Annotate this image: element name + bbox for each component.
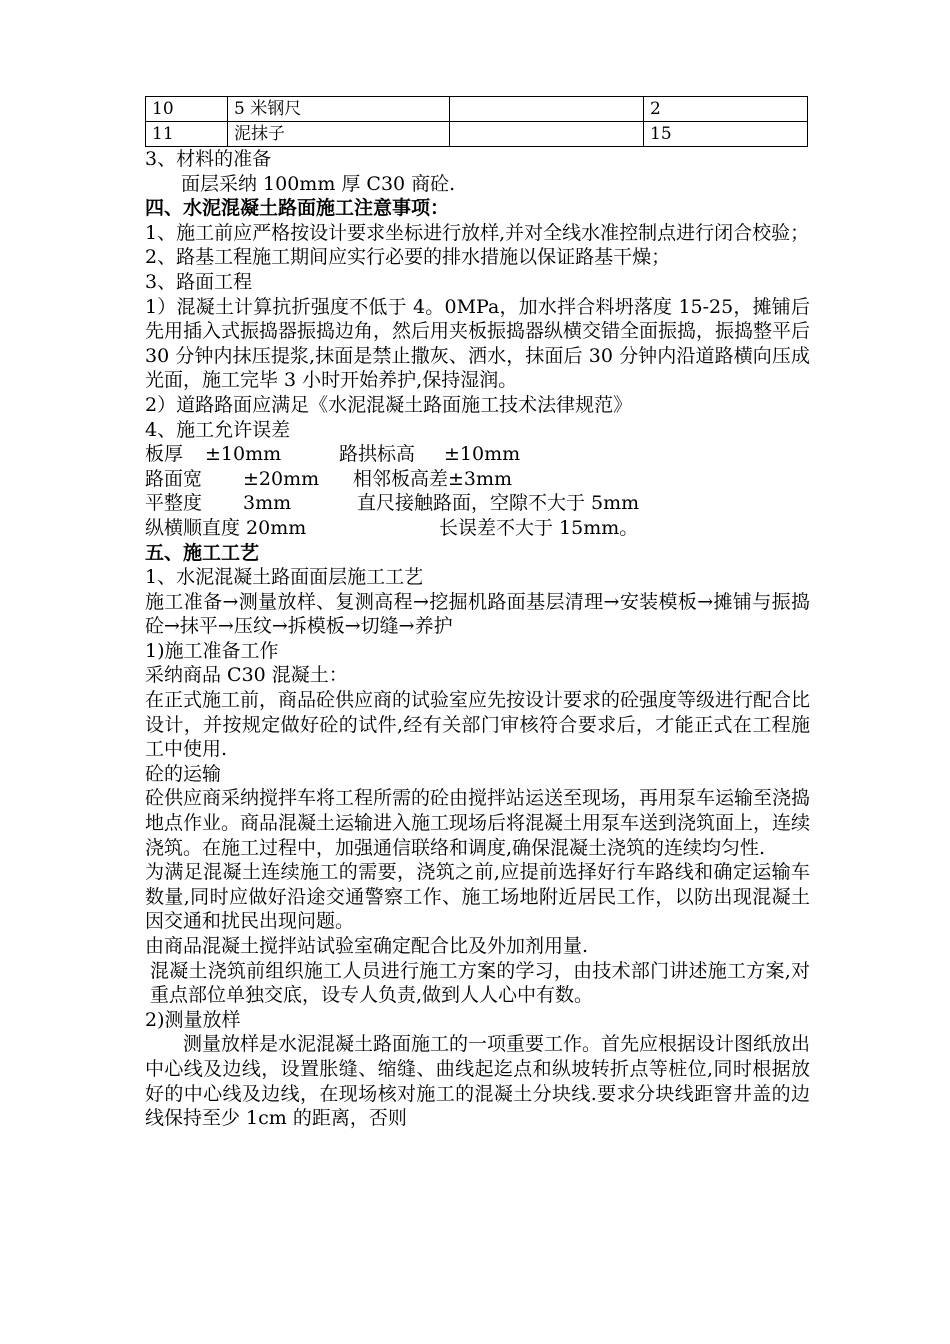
section5-heading: 五、施工工艺 xyxy=(145,541,260,564)
document-page xyxy=(145,96,810,1131)
paragraph: 测量放样是水泥混凝土路面施工的一项重要工作。首先应根据设计图纸放出中心线及边线，设置胀缝、缩缝、曲线起迄点和纵坡转折点等桩位,同时根据放好的中心线及边线，在现场核对施工的混凝土分块线.要求分块线距窨井盖的边线保持至少 1cm 的距离，否则 xyxy=(145,1033,811,1130)
tolerance-row xyxy=(145,442,810,467)
section4-heading: 四、水泥混凝土路面施工注意事项： xyxy=(145,197,450,220)
tol-value: ±20mm xyxy=(243,467,320,490)
subheading: 砼的运输 xyxy=(145,762,222,785)
tol-item: 纵横顺直度 20mm xyxy=(145,516,307,539)
paragraph: 2）道路路面应满足《水泥混凝土路面施工技术法律规范》 xyxy=(145,393,633,416)
tolerance-row xyxy=(145,516,810,541)
cell-qty: 15 xyxy=(644,122,808,147)
subheading: 2)测量放样 xyxy=(145,1008,241,1031)
paragraph: 在正式施工前，商品砼供应商的试验室应先按设计要求的砼强度等级进行配合比设计，并按规定做好砼的试件,经有关部门审核符合要求后，才能正式在工程施工中使用. xyxy=(145,689,811,761)
table-row xyxy=(146,97,808,122)
paragraph: 1）混凝土计算抗折强度不低于 4。0MPa，加水拌合料坍落度 15-25，摊铺后先用插入式振捣器振捣边角，然后用夹板振捣器纵横交错全面振捣，振捣整平后 30 分钟内抹压提浆,抹面是禁止撒灰、洒水，抹面后 30 分钟内沿道路横向压成光面，施工完毕 3 小时开始养护,保持湿润。 xyxy=(145,295,811,392)
paragraph: 由商品混凝土搅拌站试验室确定配合比及外加剂用量. xyxy=(145,935,589,957)
tol-value: ±10mm xyxy=(444,443,521,466)
process-flow: 施工准备→测量放样、复测高程→挖掘机路面基层清理→安装模板→摊铺与振捣砼→抹平→压纹→拆模板→切缝→养护 xyxy=(145,590,810,638)
paragraph: 混凝土浇筑前组织施工人员进行施工方案的学习，由技术部门讲述施工方案,对重点部位单独交底，设专人负责,做到人人心中有数。 xyxy=(150,959,810,1007)
cell-no: 11 xyxy=(146,122,228,147)
subheading: 1)施工准备工作 xyxy=(145,639,279,662)
tol-item: 相邻板高差±3mm xyxy=(353,467,513,490)
cell-name: 5 米钢尺 xyxy=(228,97,450,122)
paragraph: 4、施工允许误差 xyxy=(145,418,291,441)
tol-item: 长误差不大于 15mm。 xyxy=(439,516,639,539)
paragraph: 3、路面工程 xyxy=(145,270,253,293)
tol-value: 3mm xyxy=(243,492,292,515)
tol-item: 路面宽 xyxy=(145,467,203,490)
table-row xyxy=(146,122,808,147)
cell-spec xyxy=(450,97,644,122)
tolerance-row xyxy=(145,467,810,492)
tol-item: 板厚 xyxy=(145,443,184,466)
tol-item: 路拱标高 xyxy=(339,443,416,466)
tolerance-row xyxy=(145,491,810,516)
tol-item: 平整度 xyxy=(145,492,203,515)
material-text: 面层采纳 100mm 厚 C30 商砼. xyxy=(181,172,456,195)
tol-value: ±10mm xyxy=(205,443,282,466)
paragraph: 采纳商品 C30 混凝土： xyxy=(145,664,348,687)
paragraph: 2、路基工程施工期间应实行必要的排水措施以保证路基干燥； xyxy=(145,246,671,269)
cell-qty: 2 xyxy=(644,97,808,122)
tools-table xyxy=(145,96,808,147)
cell-no: 10 xyxy=(146,97,228,122)
cell-name: 泥抹子 xyxy=(228,122,450,147)
cell-spec xyxy=(450,122,644,147)
paragraph: 1、施工前应严格按设计要求坐标进行放样,并对全线水准控制点进行闭合校验； xyxy=(145,221,810,244)
paragraph: 砼供应商采纳搅拌车将工程所需的砼由搅拌站运送至现场，再用泵车运输至浇捣地点作业。商品混凝土运输进入施工现场后将混凝土用泵车送到浇筑面上，连续浇筑。在施工过程中，加强通信联络和调度,确保混凝土浇筑的连续均匀性. xyxy=(145,787,811,859)
paragraph: 为满足混凝土连续施工的需要，浇筑之前,应提前选择好行车路线和确定运输车数量,同时应做好沿途交通警察工作、施工场地附近居民工作，以防出现混凝土因交通和扰民出现问题。 xyxy=(145,861,810,933)
material-heading: 3、材料的准备 xyxy=(145,148,272,170)
paragraph: 1、水泥混凝土路面面层施工工艺 xyxy=(145,566,424,589)
tol-item: 直尺接触路面，空隙不大于 5mm xyxy=(357,492,640,515)
